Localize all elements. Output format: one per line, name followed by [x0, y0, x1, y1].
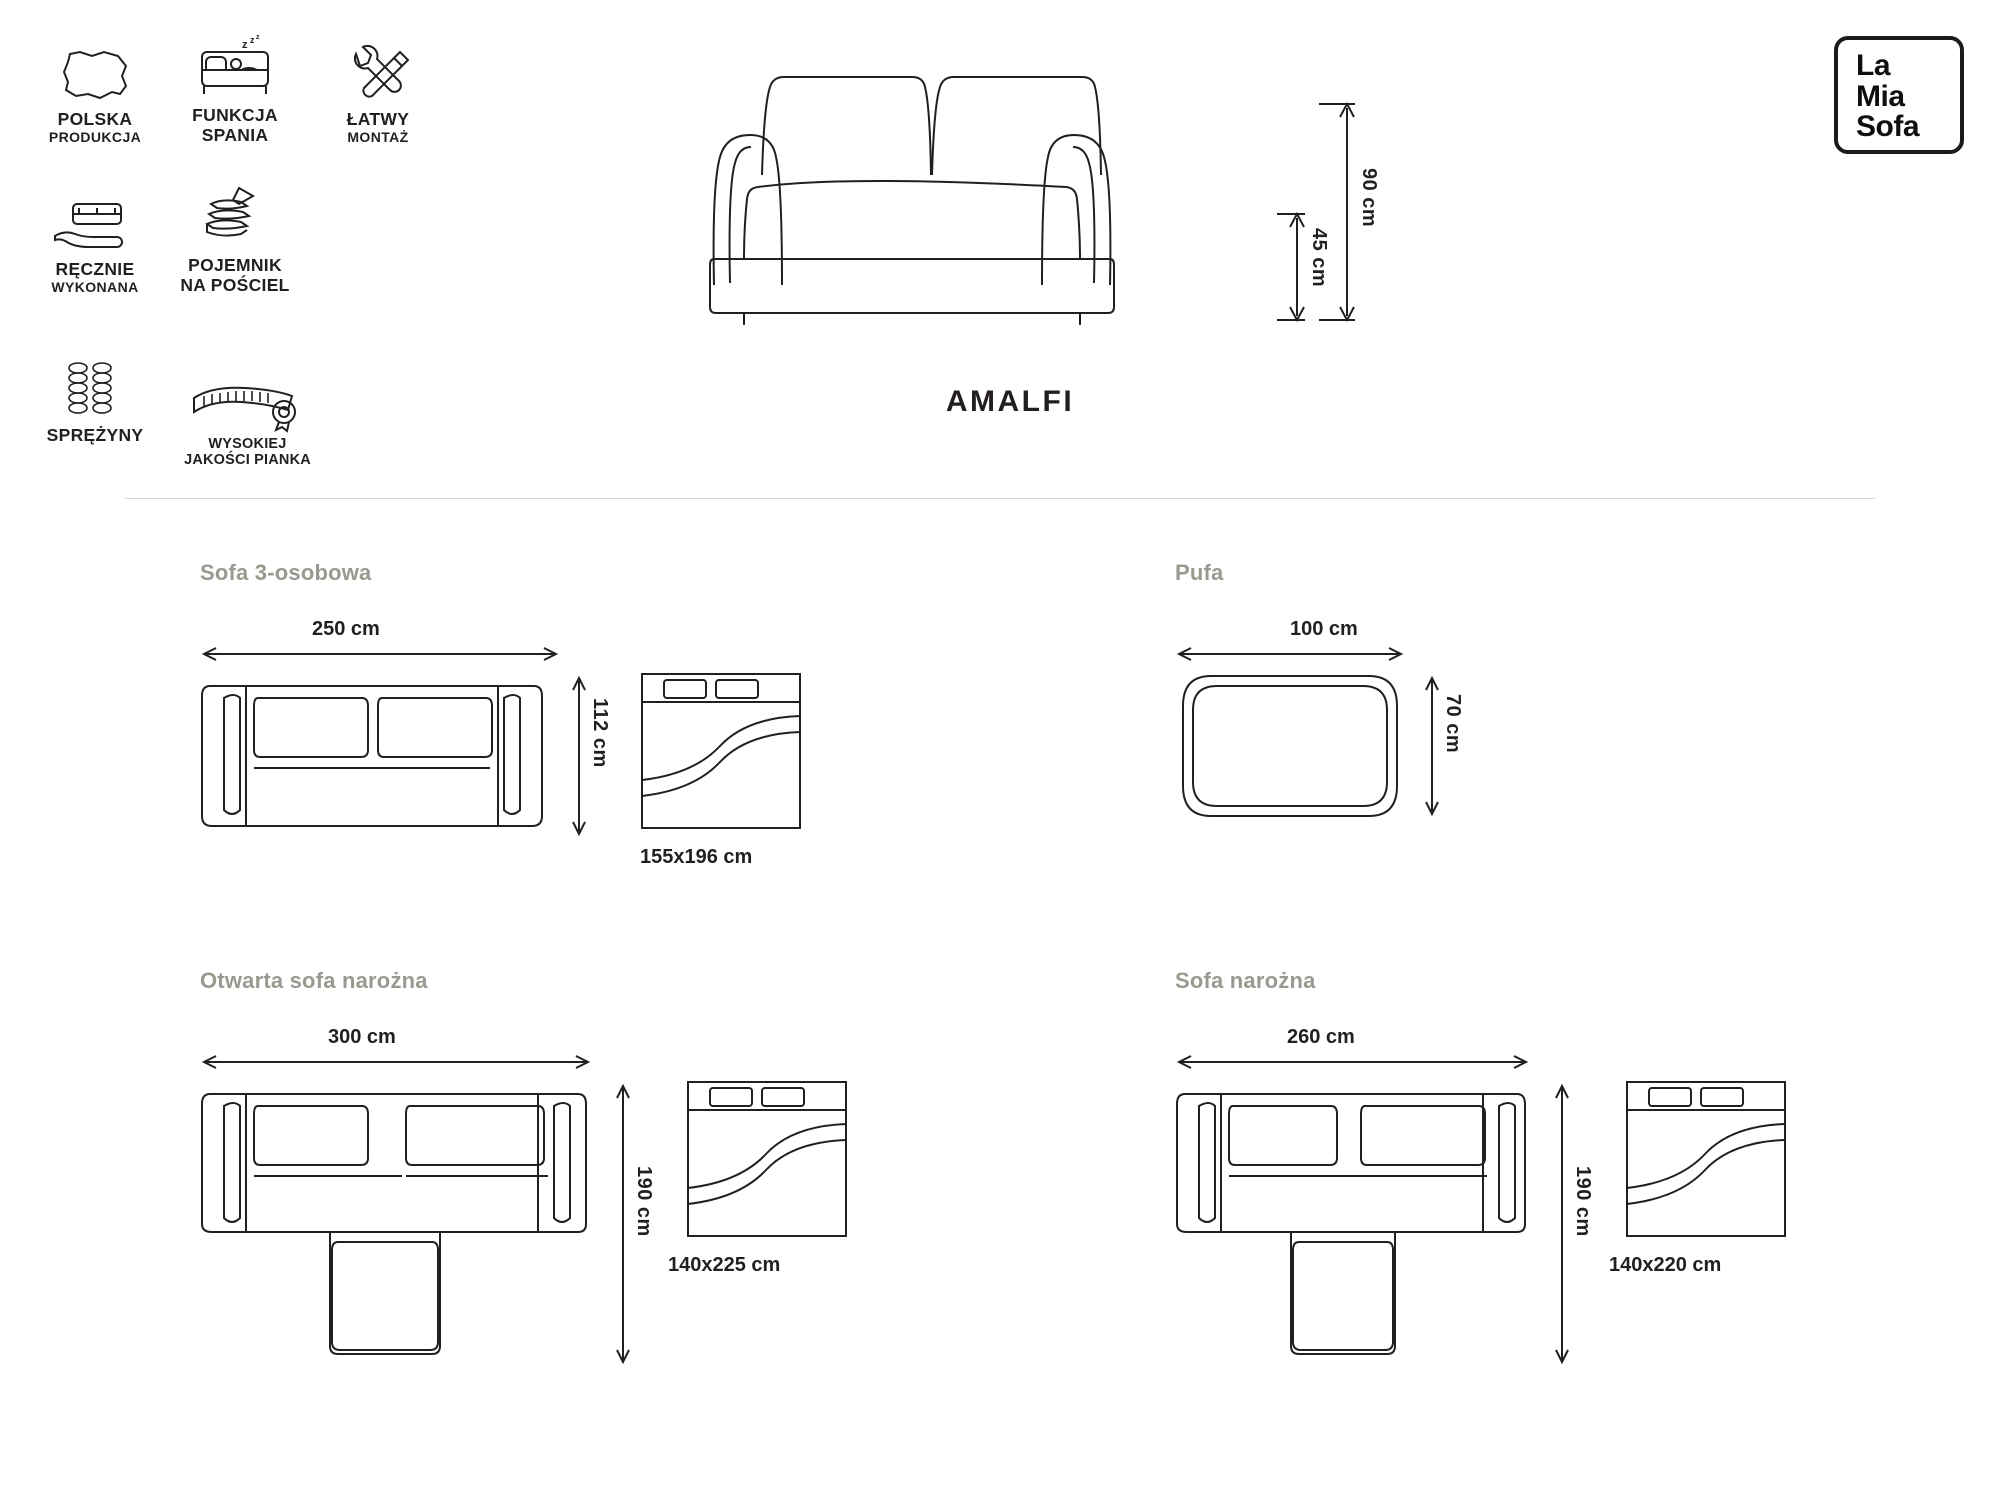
narozna-depth-label: 190 cm: [1572, 1166, 1594, 1237]
tools-icon: [303, 42, 453, 104]
sofa3-top-view: [202, 672, 542, 840]
hand-holding-sofa-icon: [20, 192, 170, 254]
svg-text:z: z: [250, 35, 255, 45]
narozna-width-label: 260 cm: [1287, 1026, 1355, 1048]
section-pufa: [1175, 560, 1815, 880]
section-title: Sofa narożna: [1175, 968, 1316, 993]
feature-wysokiej-jakosci-pianka: [160, 368, 335, 468]
pufa-width-label: 100 cm: [1290, 618, 1358, 640]
feature-label: SPRĘŻYNY: [46, 425, 144, 445]
narozna-depth-arrow: [1553, 1080, 1571, 1368]
section-sofa-narozna: [1175, 968, 1875, 1398]
logo-line-3: Sofa: [1856, 110, 1920, 144]
feature-label: ŁATWY MONTAŻ: [346, 109, 410, 145]
foam-quality-icon: [160, 368, 335, 430]
feature-label: FUNKCJA SPANIA: [192, 105, 278, 145]
feature-pojemnik-na-posciel: [160, 188, 310, 295]
divider: [125, 498, 1875, 499]
springs-icon: [20, 358, 170, 420]
section-otwarta-sofa-narozna: [200, 968, 900, 1398]
feature-funkcja-spania: [160, 34, 310, 145]
hero-dimensions: [1275, 90, 1455, 360]
pufa-width-arrow: [1175, 646, 1405, 662]
feature-latwy-montaz: [303, 42, 453, 145]
otwarta-top-view: [202, 1080, 588, 1360]
otwarta-depth-label: 190 cm: [633, 1166, 655, 1237]
brand-logo: [1834, 36, 1964, 154]
hero-sofa-drawing: [700, 55, 1320, 355]
narozna-width-arrow: [1175, 1054, 1530, 1070]
page-title: AMALFI: [945, 385, 1075, 418]
svg-text:z: z: [256, 34, 260, 41]
otwarta-bed-icon: [686, 1080, 848, 1238]
logo-line-1: La: [1856, 49, 1891, 82]
svg-text:z: z: [242, 39, 248, 51]
sofa3-bed-size-label: 155x196 cm: [640, 846, 753, 868]
section-title: Otwarta sofa narożna: [200, 968, 428, 993]
sofa3-width-label: 250 cm: [312, 618, 380, 640]
section-sofa-3-osobowa: [200, 560, 840, 880]
feature-polska-produkcja: [20, 42, 170, 145]
feature-recznie-wykonana: [20, 192, 170, 295]
pufa-depth-arrow: [1423, 672, 1441, 820]
feature-label: RĘCZNIE WYKONANA: [51, 259, 139, 295]
feature-label: POJEMNIK NA POŚCIEL: [180, 255, 290, 295]
narozna-bed-icon: [1625, 1080, 1787, 1238]
feature-label: POLSKA PRODUKCJA: [48, 109, 142, 145]
hero-seat-height-label: 45 cm: [1308, 228, 1330, 288]
otwarta-depth-arrow: [614, 1080, 632, 1368]
pufa-depth-label: 70 cm: [1442, 694, 1464, 754]
sofa3-bed-icon: [640, 672, 802, 830]
bedding-storage-icon: [160, 188, 310, 250]
feature-badges: [20, 20, 480, 480]
sofa3-depth-arrow: [570, 672, 588, 840]
sofa3-width-arrow: [200, 646, 560, 662]
section-title: Pufa: [1175, 560, 1224, 585]
otwarta-bed-size-label: 140x225 cm: [668, 1254, 781, 1276]
hero-total-height-label: 90 cm: [1358, 168, 1380, 228]
otwarta-width-label: 300 cm: [328, 1026, 396, 1048]
logo-line-2: Mia: [1856, 79, 1905, 113]
otwarta-width-arrow: [200, 1054, 592, 1070]
sleeping-person-icon: [160, 34, 310, 100]
narozna-top-view: [1177, 1080, 1527, 1360]
narozna-bed-size-label: 140x220 cm: [1609, 1254, 1722, 1276]
sofa3-depth-label: 112 cm: [589, 698, 611, 768]
feature-sprezyny: [20, 358, 170, 446]
feature-label: WYSOKIEJ JAKOŚCI PIANKA: [184, 436, 311, 469]
section-title: Sofa 3-osobowa: [200, 560, 372, 585]
pufa-top-view: [1181, 672, 1399, 820]
poland-map-icon: [20, 42, 170, 104]
